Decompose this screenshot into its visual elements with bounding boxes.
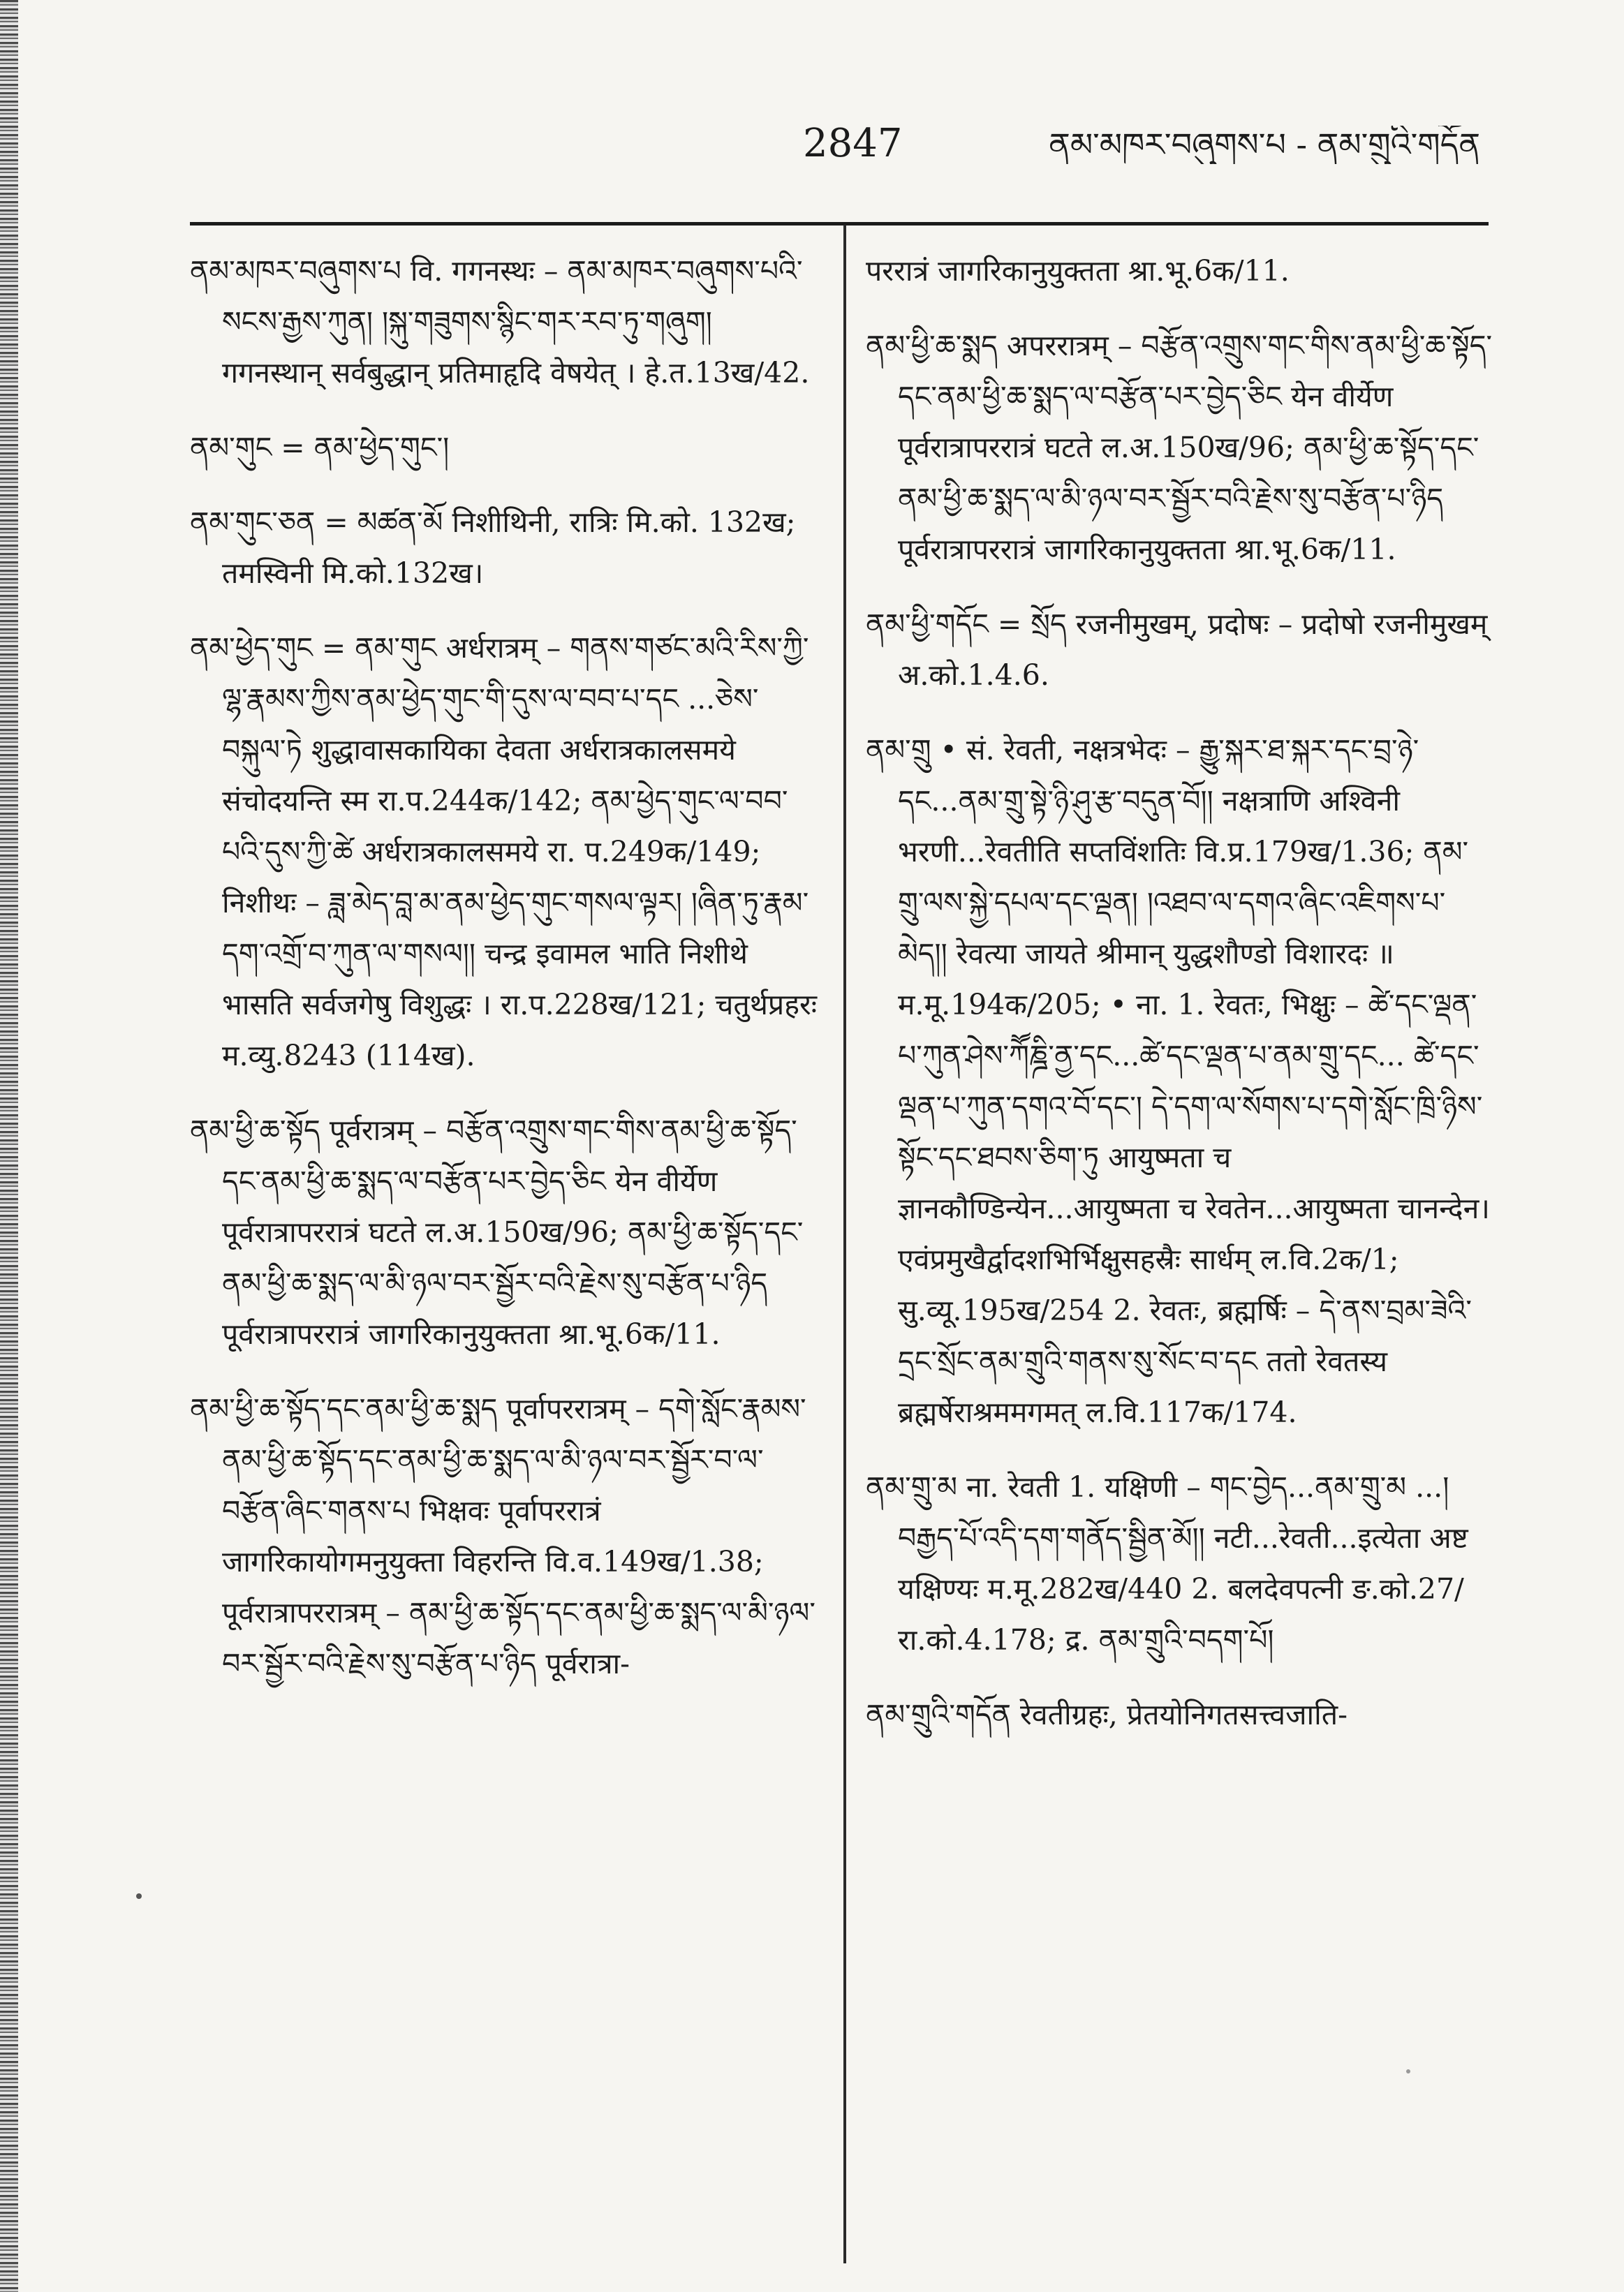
dictionary-entry	[866, 599, 1494, 701]
dictionary-entry	[190, 422, 818, 473]
header-rule	[190, 222, 1489, 225]
entry-text: ནམ་གུང = ནམ་ཕྱེད་གུང་།	[190, 431, 450, 464]
dictionary-entry	[190, 1384, 818, 1690]
entry-text: ནམ་གུང་ཅན = མཚན་མོ निशीथिनी, रात्रिः मि.को. 132ख; तमस्विनी मि.को.132ख।	[190, 505, 796, 590]
entry-text: पररात्रं जागरिकानुयुक्तता श्रा.भू.6क/11.	[866, 254, 1290, 288]
entry-text: ནམ་ཕྱི་ཆ་སྟོད་དང་ནམ་ཕྱི་ཆ་སྨད पूर्वापररात्रम् – དགེ་སློང་རྣམས་ནམ་ཕྱི་ཆ་སྟོད་དང་ནམ་ཕྱི་ཆ་སྨད་ལ་མི་ཉལ་བར་སྦྱོར་བ་ལ་བརྩོན་ཞིང་གནས་པ भिक्षवः पूर्वापररात्रं जागरिकायोगमनुयुक्ता विहरन्ति वि.व.149ख/1.38; पूर्वरात्रापररात्रम् – ནམ་ཕྱི་ཆ་སྟོད་དང་ནམ་ཕྱི་ཆ་སྨད་ལ་མི་ཉལ་བར་སྦྱོར་བའི་རྗེས་སུ་བརྩོན་པ་ཉིད पूर्वरात्रा-	[190, 1392, 815, 1680]
dictionary-entry	[866, 1462, 1494, 1666]
running-head: ནམ་མཁར་བཞུགས་པ - ནམ་གྲུའི་གདོན	[1049, 126, 1480, 163]
entry-text: ནམ་མཁར་བཞུགས་པ वि. गगनस्थः – ནམ་མཁར་བཞུགས་པའི་སངས་རྒྱས་ཀུན། །སྐུ་གཟུགས་སྙིང་གར་རབ་ཏུ་གཞུག། गगनस्थान् सर्वबुद्धान् प्रतिमाहृदि वेषयेत् । हे.त.13ख/42.	[190, 254, 810, 390]
dictionary-entry	[190, 623, 818, 1081]
entry-text: ནམ་ཕྱེད་གུང = ནམ་གུང अर्धरात्रम् – གནས་གཙང་མའི་རིས་ཀྱི་ལྷ་རྣམས་ཀྱིས་ནམ་ཕྱེད་གུང་གི་དུས་ལ་བབ་པ་དང ...ཅེས་བསྐུལ་ཏེ शुद्धावासकायिका देवता अर्धरात्रकालसमये संचोदयन्ति स्म रा.प.244क/142; ནམ་ཕྱེད་གུང་ལ་བབ་པའི་དུས་ཀྱི་ཚེ अर्धरात्रकालसमये रा. प.249क/149; निशीथः – ཟླ་མེད་བླ་མ་ནམ་ཕྱེད་གུང་གསལ་ལྟར། །ཞིན་ཏུ་རྣམ་དག་འགྲོ་བ་ཀུན་ལ་གསལ།། चन्द्र इवामल भाति निशीथे भासति सर्वजगेषु विशुद्धः । रा.प.228ख/121; चतुर्थप्रहरः म.व्यु.8243 (114ख).	[190, 631, 818, 1072]
left-column	[190, 246, 818, 1713]
dictionary-entry	[190, 246, 818, 399]
dictionary-entry	[866, 725, 1494, 1438]
right-column	[866, 246, 1494, 1764]
dictionary-entry	[866, 246, 1494, 297]
entry-text: ནམ་ཕྱི་ཆ་སྨད अपररात्रम् – བརྩོན་འགྲུས་གང་གིས་ནམ་ཕྱི་ཆ་སྟོད་དང་ནམ་ཕྱི་ཆ་སྨད་ལ་བརྩོན་པར་བྱེད་ཅིང येन वीर्येण पूर्वरात्रापररात्रं घटते ल.अ.150ख/96; ནམ་ཕྱི་ཆ་སྟོད་དང་ནམ་ཕྱི་ཆ་སྨད་ལ་མི་ཉལ་བར་སྦྱོར་བའི་རྗེས་སུ་བརྩོན་པ་ཉིད पूर्वरात्रापररात्रं जागरिकानुयुक्तता श्रा.भू.6क/11.	[866, 329, 1493, 566]
dictionary-entry	[190, 1105, 818, 1360]
dictionary-entry	[866, 320, 1494, 575]
dictionary-entry	[866, 1690, 1494, 1740]
entry-text: ནམ་ཕྱི་གདོང = སྲོད रजनीमुखम्, प्रदोषः – प्रदोषो रजनीमुखम् अ.को.1.4.6.	[866, 607, 1488, 692]
book-binding-edge	[0, 0, 18, 2292]
column-divider	[843, 225, 846, 2263]
dictionary-entry	[190, 497, 818, 599]
scan-speck	[136, 1893, 142, 1899]
entry-text: ནམ་ཕྱི་ཆ་སྟོད पूर्वरात्रम् – བརྩོན་འགྲུས་གང་གིས་ནམ་ཕྱི་ཆ་སྟོད་དང་ནམ་ཕྱི་ཆ་སྨད་ལ་བརྩོན་པར་བྱེད་ཅིང येन वीर्येण पूर्वरात्रापररात्रं घटते ल.अ.150ख/96; ནམ་ཕྱི་ཆ་སྟོད་དང་ནམ་ཕྱི་ཆ་སྨད་ལ་མི་ཉལ་བར་སྦྱོར་བའི་རྗེས་སུ་བརྩོན་པ་ཉིད पूर्वरात्रापररात्रं जागरिकानुयुक्तता श्रा.भू.6क/11.	[190, 1114, 804, 1351]
entry-text: ནམ་གྲུ་མ ना. रेवती 1. यक्षिणी – གང་བྱེད...ནམ་གྲུ་མ ...།བརྒྱད་པོ་འདི་དག་གནོད་སྦྱིན་མོ།། नटी...रेवती...इत्येता अष्ट यक्षिण्यः म.मू.282ख/440 2. बलदेवपत्नी ङ.को.27/रा.को.4.178; द्र. ནམ་གྲུའི་བདག་པོ།	[866, 1470, 1468, 1657]
entry-text: ནམ་གྲུའི་གདོན रेवतीग्रहः, प्रेतयोनिगतसत्त्वजाति-	[866, 1698, 1348, 1731]
scan-speck	[1406, 2069, 1410, 2073]
page-number: 2847	[803, 121, 903, 166]
entry-text: ནམ་གྲུ • सं. रेवती, नक्षत्रभेदः – རྒྱུ་སྐར་ཐ་སྐར་དང་བྲ་ཉེ་དང...ནམ་གྲུ་སྟེ་ཉི་ཤུ་རྩ་བདུན་བོ།། नक्षत्राणि अश्विनी भरणी...रेवतीति सप्तविंशतिः वि.प्र.179ख/1.36; ནམ་གྲུ་ལས་སྐྱེ་དཔལ་དང་ལྡན། །འཐབ་ལ་དགའ་ཞིང་འཇིགས་པ་མེད།། रेवत्या जायते श्रीमान् युद्धशौण्डो विशारदः ॥ म.मू.194क/205; • ना. 1. रेवतः, भिक्षुः – ཚེ་དང་ལྡན་པ་ཀུན་ཤེས་ཀཽཎྜི་ནྱ་དང...ཚེ་དང་ལྡན་པ་ནམ་གྲུ་དང... ཚེ་དང་ལྡན་པ་ཀུན་དགའ་བོ་དང་། དེ་དག་ལ་སོགས་པ་དགེ་སློང་ཁྲི་ཉིས་སྟོང་དང་ཐབས་ཅིག་ཏུ आयुष्मता च ज्ञानकौण्डिन्येन...आयुष्मता च रेवतेन...आयुष्मता चानन्देन। एवंप्रमुखैर्द्वादशभिर्भिक्षुसहस्रैः सार्धम् ल.वि.2क/1; सु.व्यू.195ख/254 2. रेवतः, ब्रह्मर्षिः – དེ་ནས་བྲམ་ཟེའི་དྲང་སྲོང་ནམ་གྲུའི་གནས་སུ་སོང་བ་དང ततो रेवतस्य ब्रह्मर्षेराश्रममगमत् ल.वि.117क/174.	[866, 733, 1490, 1429]
